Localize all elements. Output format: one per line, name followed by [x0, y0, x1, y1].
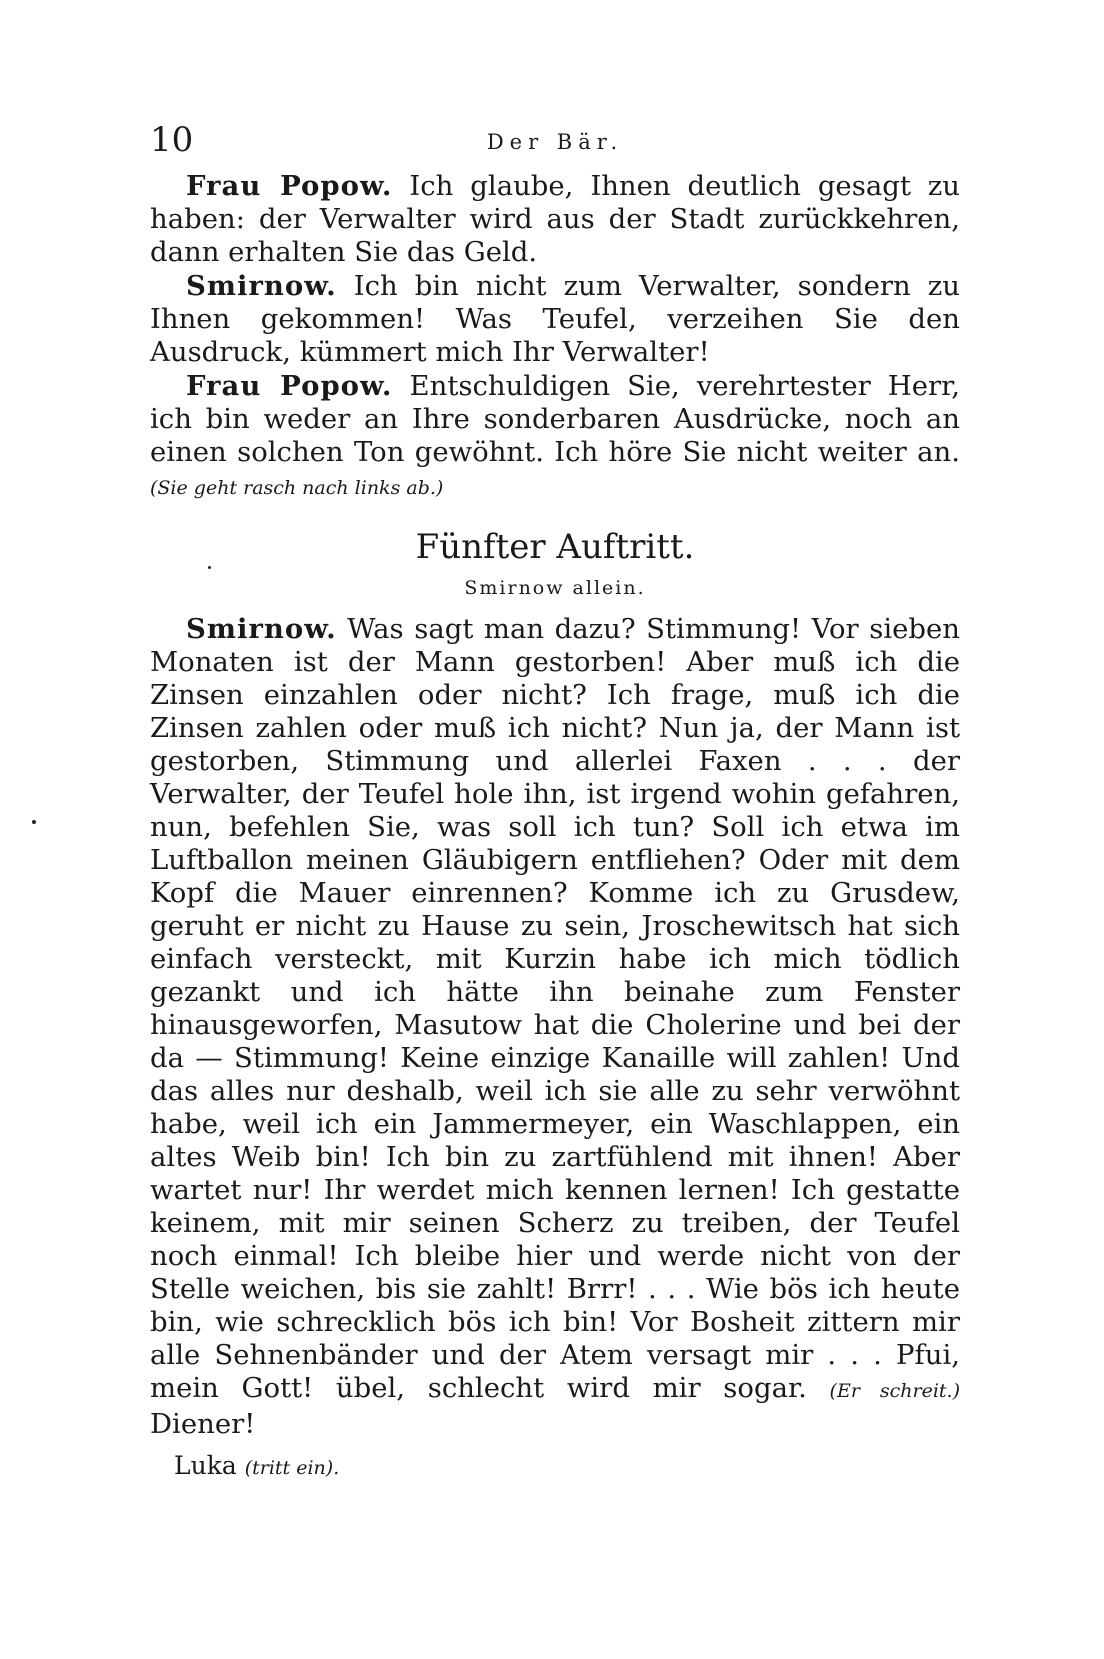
speaker-name: Smirnow. — [186, 613, 337, 645]
monologue-text-end: Diener! — [150, 1408, 256, 1440]
stage-direction: (Er schreit.) — [829, 1380, 960, 1402]
dialogue-text: Entschuldigen Sie, verehrtester Herr, ich bin weder an Ihre sonderbaren Ausdrücke, noch an einen solchen Ton gewöhnt. Ich höre Sie nicht weiter an. — [150, 370, 961, 468]
entrance-line — [174, 1451, 960, 1480]
speaker-name: Smirnow. — [186, 270, 337, 302]
speaker-name: Luka — [174, 1451, 237, 1480]
dialogue-text: Ich glaube, Ihnen deutlich gesagt zu haben: der Verwalter wird aus der Stadt zurückkehren, dann erhalten Sie das Geld. — [150, 170, 961, 268]
dialogue-paragraph — [150, 270, 960, 369]
print-speck — [32, 820, 36, 824]
stage-direction: (tritt ein). — [244, 1457, 340, 1479]
monologue-paragraph — [150, 613, 960, 1441]
dialogue-text: Ich bin nicht zum Verwalter, sondern zu Ihnen gekommen! Was Teufel, verzeihen Sie den Ausdruck, kümmert mich Ihr Verwalter! — [150, 270, 960, 368]
running-title: Der Bär. — [486, 130, 624, 154]
page-number: 10 — [150, 120, 194, 160]
scene-subtitle: Smirnow allein. — [464, 577, 646, 599]
scene-title: Fünfter Auftritt. — [415, 527, 695, 567]
book-page — [150, 120, 960, 1480]
monologue-text: Was sagt man dazu? Stimmung! Vor sieben Monaten ist der Mann gestorben! Aber muß ich die Zinsen einzahlen oder nicht? Ich frage, muß ich die Zinsen zahlen oder muß ich nicht? Nun ja, der Mann ist gestorben, Stimmung und allerlei Faxen . . . der Verwalter, der Teufel hole ihn, ist irgend wohin gefahren, nun, befehlen Sie, was soll ich tun? Soll ich etwa im Luftballon meinen Gläubigern entfliehen? Oder mit dem Kopf die Mauer einrennen? Komme ich zu Grusdew, geruht er nicht zu Hause zu sein, Jroschewitsch hat sich einfach versteckt, mit Kurzin habe ich mich tödlich gezankt und ich hätte ihn beinahe zum Fenster hinausgeworfen, Masutow hat die Cholerine und bei der da — Stimmung! Keine einzige Kanaille will zahlen! Und das alles nur deshalb, weil ich sie alle zu sehr verwöhnt habe, weil ich ein Jammermeyer, ein Waschlappen, ein altes Weib bin! Ich bin zu zartfühlend mit ihnen! Aber wartet nur! Ihr werdet mich kennen lernen! Ich gestatte keinem, mit mir seinen Scherz zu treiben, der Teufel noch einmal! Ich bleibe hier und werde nicht von der Stelle weichen, bis sie zahlt! Brrr! . . . Wie bös ich heute bin, wie schrecklich bös ich bin! Vor Bosheit zittern mir alle Sehnenbänder und der Atem versagt mir . . . Pfui, mein Gott! übel, schlecht wird mir sogar. — [150, 613, 960, 1404]
stage-direction: (Sie geht rasch nach links ab.) — [150, 477, 444, 499]
print-speck — [208, 566, 211, 569]
dialogue-paragraph — [150, 370, 960, 505]
speaker-name: Frau Popow. — [186, 370, 393, 402]
page-header — [150, 120, 960, 170]
dialogue-paragraph — [150, 170, 960, 269]
speaker-name: Frau Popow. — [186, 170, 393, 202]
